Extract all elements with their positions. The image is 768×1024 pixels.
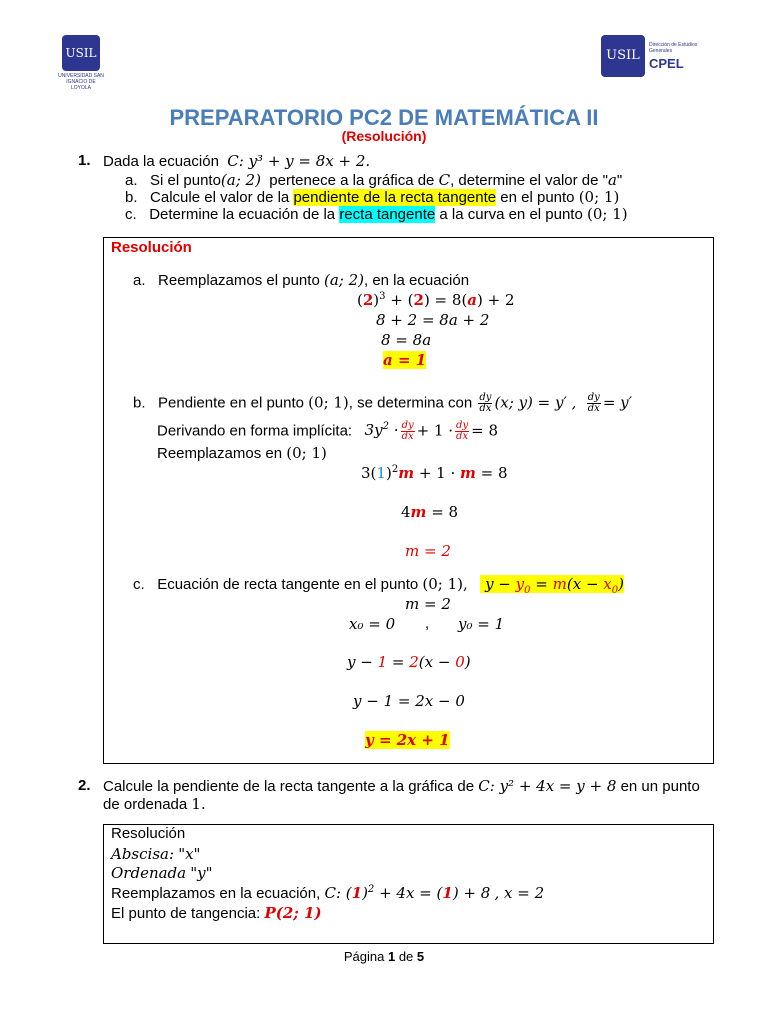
res1-a-eq3: 8 = 8a	[381, 331, 432, 349]
footer-page-word: Página	[343, 949, 385, 964]
q2-eq: C: y² + 4x = y + 8	[478, 777, 617, 795]
res1-b-deriv: Derivando en forma implícita: $3y^2$ · $\frac{dy}{dx}$ + 1 · $\frac{dy}{dx}$ = 8	[157, 420, 498, 442]
res1-a-eq2: 8 + 2 = 8a + 2	[376, 311, 490, 329]
q1-a-text: Si el punto	[150, 172, 221, 189]
res1-c-eq2: y − 1 = 2x − 0	[353, 692, 465, 710]
res1-a-text: Reemplazamos el punto	[158, 272, 320, 289]
page-title: PREPARATORIO PC2 DE MATEMÁTICA II	[169, 105, 599, 130]
q1-c-text: a la curva en el punto	[439, 206, 583, 223]
q1-a-text: pertenece a la gráfica de	[269, 172, 435, 189]
res1-c-x0: x₀ = 0	[349, 615, 396, 633]
q2-text-line2	[103, 795, 206, 813]
res1-b-eq2: = y′	[602, 393, 633, 412]
logo-caption-left: UNIVERSIDAD SAN IGNACIO DE LOYOLA	[58, 73, 104, 91]
res1-a-point: (a; 2)	[323, 271, 364, 289]
resolution-title: Resolución	[111, 239, 192, 256]
q1-a-point: (a; 2)	[220, 171, 261, 189]
res1-a-text: , en la ecuación	[363, 272, 470, 289]
logo-small-text-right: Dirección de Estudios Generales	[649, 42, 698, 54]
logo-mark: USIL	[65, 46, 97, 60]
q1-c-highlight: recta tangente	[339, 206, 436, 223]
res2-punto-label: El punto de tangencia:	[111, 905, 261, 922]
res2-ordenada	[111, 864, 213, 882]
usil-logo-right	[601, 35, 645, 77]
q1-b-text: en el punto	[500, 189, 575, 206]
page-subtitle: (Resolución)	[341, 128, 427, 144]
q1-a	[125, 171, 622, 189]
q1-b-point: (0; 1)	[578, 188, 620, 206]
res1-b-point: (0; 1)	[308, 393, 349, 412]
res1-a-eq1: $(2)^3 + (2) = 8(a) + 2$	[357, 291, 515, 309]
res1-c-y0: y₀ = 1	[458, 615, 505, 633]
q1-a-text: , determine el valor de "	[450, 172, 608, 189]
res1-b-eq1: $3(1)^2m + 1 \cdot m = 8$	[361, 464, 508, 482]
logo-mark: USIL	[606, 48, 640, 63]
res1-c-text: Ecuación de recta tangente en el punto	[157, 576, 419, 593]
q2-number: 2.	[78, 777, 91, 794]
res1-b-reemp	[157, 444, 327, 462]
q1-intro	[103, 152, 370, 170]
res1-a-label: a.	[133, 272, 146, 289]
dy-dx-fraction: $\frac{dy}{dx}$	[456, 420, 469, 442]
res2-reemp-text: Reemplazamos en la ecuación,	[111, 885, 321, 902]
res1-b-eq2: 4m = 8	[401, 503, 459, 521]
res1-c-comma: ,	[425, 615, 430, 632]
res2-reemp-x: , x = 2	[494, 884, 545, 902]
q1-a-var: a	[607, 171, 617, 189]
usil-logo-left	[62, 35, 100, 71]
q1-a-label: a.	[125, 172, 138, 189]
res1-a-answer: a = 1	[383, 351, 427, 369]
q1-intro-eq: C: y³ + y = 8x + 2.	[227, 152, 371, 170]
q1-a-c: C	[438, 171, 451, 189]
page-footer	[0, 949, 768, 964]
res1-c-answer: y = 2x + 1	[365, 731, 450, 749]
q2-text-1: Calcule la pendiente de la recta tangente a la gráfica de	[103, 778, 475, 795]
res2-punto-val: P(2; 1)	[264, 904, 322, 922]
q1-c-text: Determine la ecuación de la	[149, 206, 336, 223]
q1-b	[125, 188, 619, 206]
q1-b-highlight: pendiente de la recta tangente	[293, 189, 497, 206]
res1-b-text: Pendiente en el punto	[158, 394, 304, 412]
q1-b-label: b.	[125, 189, 138, 206]
logo-caption-right: CPEL	[649, 56, 684, 71]
dy-dx-fraction: $\frac{dy}{dx}$	[401, 420, 414, 442]
res1-b-reemp-point: (0; 1)	[286, 444, 327, 462]
res2-abscisa-val: "x"	[178, 845, 201, 863]
res2-title: Resolución	[111, 825, 186, 842]
q2-ordinate: 1.	[191, 795, 206, 813]
q2-text-3: de ordenada	[103, 796, 188, 813]
res1-b-label: b.	[133, 394, 146, 412]
q1-a-text: "	[616, 172, 623, 189]
res1-b-text: , se determina con	[348, 394, 473, 412]
res1-b-answer: m = 2	[405, 542, 451, 560]
res1-b-deriv-label: Derivando en forma implícita:	[157, 422, 353, 440]
q1-intro-text: Dada la ecuación	[103, 153, 219, 170]
res2-ordenada-val: "y"	[190, 864, 213, 882]
q1-c-point: (0; 1)	[587, 205, 628, 223]
footer-page-num: 1	[387, 949, 396, 964]
res1-c-eq1: y − 1 = 2(x − 0)	[347, 653, 471, 671]
q1-number: 1.	[78, 152, 91, 169]
res1-b-line	[133, 393, 632, 414]
res1-c-line	[133, 575, 624, 596]
res2-reemp: Reemplazamos en la ecuación, C: $(1)^2 + 4x = (1) + 8$ , x = 2	[111, 884, 545, 902]
res1-b-args: (x; y) = y′ ,	[494, 393, 577, 412]
res2-punto	[111, 904, 322, 922]
q1-c	[125, 205, 628, 223]
res1-b-reemp-text: Reemplazamos en	[157, 445, 283, 462]
footer-of-word: de	[398, 949, 414, 964]
res1-c-point: (0; 1),	[422, 575, 468, 593]
res2-ordenada-label: Ordenada	[111, 864, 187, 882]
point-slope-formula: $y - y_0 = m(x - x_0)$	[480, 575, 624, 596]
res2-abscisa-label: Abscisa:	[111, 845, 175, 863]
footer-total: 5	[416, 949, 425, 964]
res1-c-m: m = 2	[405, 595, 451, 613]
res2-abscisa	[111, 845, 200, 863]
res1-a-line	[133, 271, 469, 289]
q1-b-text: Calcule el valor de la	[150, 189, 290, 206]
q2-text-2: en un punto	[620, 778, 700, 795]
dy-dx-fraction: $\frac{dy}{dx}$	[587, 392, 600, 414]
res1-c-label: c.	[133, 576, 145, 593]
dy-dx-fraction: $\frac{dy}{dx}$	[479, 392, 492, 414]
q1-c-label: c.	[125, 206, 137, 223]
q2-text	[103, 777, 700, 795]
